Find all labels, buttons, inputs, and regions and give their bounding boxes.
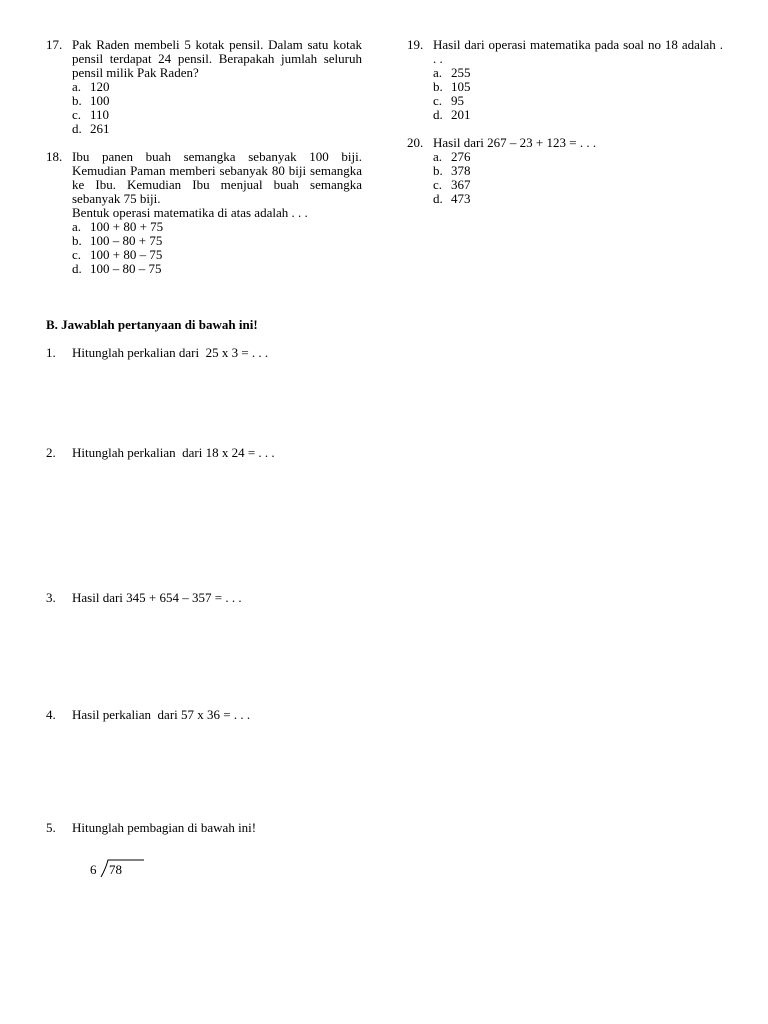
question-text: Pak Raden membeli 5 kotak pensil. Dalam satu kotak pensil terdapat 24 pensil. Berapakah jumlah seluruh pensil milik Pak Raden? [72, 37, 362, 80]
question-number: 17. [46, 37, 63, 52]
question-number: 4. [46, 707, 56, 722]
option-c: c. 110 [72, 107, 110, 122]
question-text: Ibu panen buah semangka sebanyak 100 biji. Kemudian Paman memberi sebanyak 80 biji semangka ke Ibu. Kemudian Ibu menjual buah semangka sebanyak 75 biji. [72, 149, 362, 206]
question-18 [46, 150, 362, 276]
question-text: Hasil dari 267 – 23 + 123 = . . . [433, 135, 597, 150]
question-20 [407, 136, 723, 206]
question-text: Hitunglah perkalian dari 25 x 3 = . . . [72, 345, 269, 360]
question-text: Hitunglah perkalian dari 18 x 24 = . . . [72, 445, 275, 460]
question-prompt: Bentuk operasi matematika di atas adalah . . . [72, 205, 308, 220]
option-c: c. 100 + 80 – 75 [72, 247, 163, 262]
essay-question-2 [46, 446, 275, 460]
question-number: 5. [46, 820, 56, 835]
option-d: d. 473 [433, 191, 471, 206]
option-b: b. 100 – 80 + 75 [72, 233, 163, 248]
section-b-title: B. Jawablah pertanyaan di bawah ini! [46, 317, 258, 332]
column-right [407, 38, 723, 220]
question-number: 2. [46, 445, 56, 460]
long-division [90, 858, 160, 880]
division-bracket-icon [90, 858, 160, 880]
option-d: d. 261 [72, 121, 110, 136]
option-a: a. 276 [433, 149, 471, 164]
column-left [46, 38, 362, 290]
question-number: 20. [407, 135, 424, 150]
question-text: Hitunglah pembagian di bawah ini! [72, 820, 257, 835]
question-number: 3. [46, 590, 56, 605]
option-b: b. 105 [433, 79, 471, 94]
question-text: Hasil perkalian dari 57 x 36 = . . . [72, 707, 251, 722]
essay-question-1 [46, 346, 268, 360]
option-d: d. 100 – 80 – 75 [72, 261, 162, 276]
option-c: c. 95 [433, 93, 464, 108]
question-number: 19. [407, 37, 424, 52]
option-b: b. 378 [433, 163, 471, 178]
question-19 [407, 38, 723, 122]
option-d: d. 201 [433, 107, 471, 122]
essay-question-5 [46, 821, 256, 835]
question-17 [46, 38, 362, 136]
question-text: Hasil dari 345 + 654 – 357 = . . . [72, 590, 242, 605]
essay-question-3 [46, 591, 242, 605]
division-dividend: 78 [109, 862, 122, 877]
option-c: c. 367 [433, 177, 471, 192]
option-b: b. 100 [72, 93, 110, 108]
option-a: a. 120 [72, 79, 110, 94]
question-text: Hasil dari operasi matematika pada soal no 18 adalah . . . [433, 37, 723, 66]
option-a: a. 100 + 80 + 75 [72, 219, 164, 234]
option-a: a. 255 [433, 65, 471, 80]
question-number: 18. [46, 149, 63, 164]
essay-question-4 [46, 708, 250, 722]
division-divisor: 6 [90, 862, 97, 877]
question-number: 1. [46, 345, 56, 360]
